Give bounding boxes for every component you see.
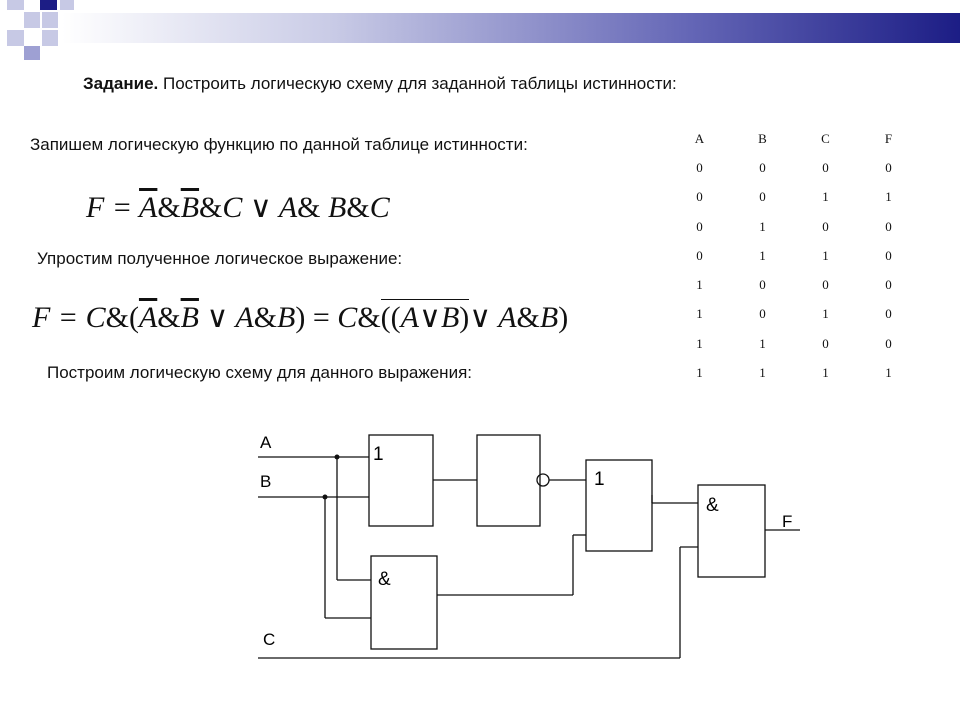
junction-dot xyxy=(335,455,340,460)
gate-label-and1: & xyxy=(378,569,391,590)
table-cell: 0 xyxy=(885,306,892,322)
table-cell: 1 xyxy=(696,306,703,322)
table-cell: 0 xyxy=(759,189,766,205)
table-cell: 1 xyxy=(822,189,829,205)
table-cell: 0 xyxy=(822,218,829,234)
table-cell: 0 xyxy=(759,306,766,322)
table-cell: 1 xyxy=(759,218,766,234)
table-cell: 1 xyxy=(822,365,829,381)
step-simplify: Упростим полученное логическое выражение: xyxy=(37,249,403,268)
table-cell: 0 xyxy=(696,159,703,175)
table-cell: 1 xyxy=(696,277,703,293)
table-cell: 1 xyxy=(759,335,766,351)
table-cell: 1 xyxy=(822,247,829,263)
input-label-a: A xyxy=(260,433,272,452)
table-cell: 1 xyxy=(885,365,892,381)
table-cell: 0 xyxy=(885,277,892,293)
table-cell: 1 xyxy=(696,335,703,351)
table-cell: 0 xyxy=(696,189,703,205)
step-write-function: Запишем логическую функцию по данной таблице истинности: xyxy=(30,135,528,154)
table-cell: 0 xyxy=(822,277,829,293)
table-cell: 1 xyxy=(885,189,892,205)
table-cell: 1 xyxy=(696,365,703,381)
table-cell: 1 xyxy=(759,365,766,381)
table-cell: 0 xyxy=(696,247,703,263)
table-cell: 1 xyxy=(759,247,766,263)
gate-label-or1: 1 xyxy=(373,444,384,465)
output-label-f: F xyxy=(782,512,793,531)
step-build-circuit: Построим логическую схему для данного выражения: xyxy=(47,363,472,382)
table-cell: 0 xyxy=(885,159,892,175)
formula-initial: $F = \overline{A}\&\overline{B}\&C$ ∨ A& B&C xyxy=(86,191,390,224)
column-header: B xyxy=(758,130,767,146)
column-header: A xyxy=(694,130,705,146)
task-text: Построить логическую схему для заданной таблицы истинности: xyxy=(158,74,677,93)
table-cell: 0 xyxy=(822,159,829,175)
table-cell: 0 xyxy=(885,218,892,234)
inverter-bubble xyxy=(537,474,549,486)
column-header: C xyxy=(821,130,830,146)
table-cell: 0 xyxy=(885,247,892,263)
table-cell: 0 xyxy=(696,218,703,234)
table-cell: 0 xyxy=(759,159,766,175)
junction-dot xyxy=(323,495,328,500)
table-cell: 0 xyxy=(759,277,766,293)
gate-label-or2: 1 xyxy=(594,469,605,490)
input-label-c: C xyxy=(263,630,276,649)
table-cell: 0 xyxy=(822,335,829,351)
table-cell: 1 xyxy=(822,306,829,322)
formula-simplified: $F = C\&(\overline{A}\&\overline{B}$ ∨ A&B) = C&((A∨B)∨ A&B) xyxy=(32,301,569,334)
not-gate xyxy=(477,435,540,526)
task-label: Задание. xyxy=(83,74,159,93)
gate-label-and2: & xyxy=(706,495,719,516)
table-cell: 0 xyxy=(885,335,892,351)
column-header: F xyxy=(884,130,893,146)
input-label-b: B xyxy=(260,472,272,491)
